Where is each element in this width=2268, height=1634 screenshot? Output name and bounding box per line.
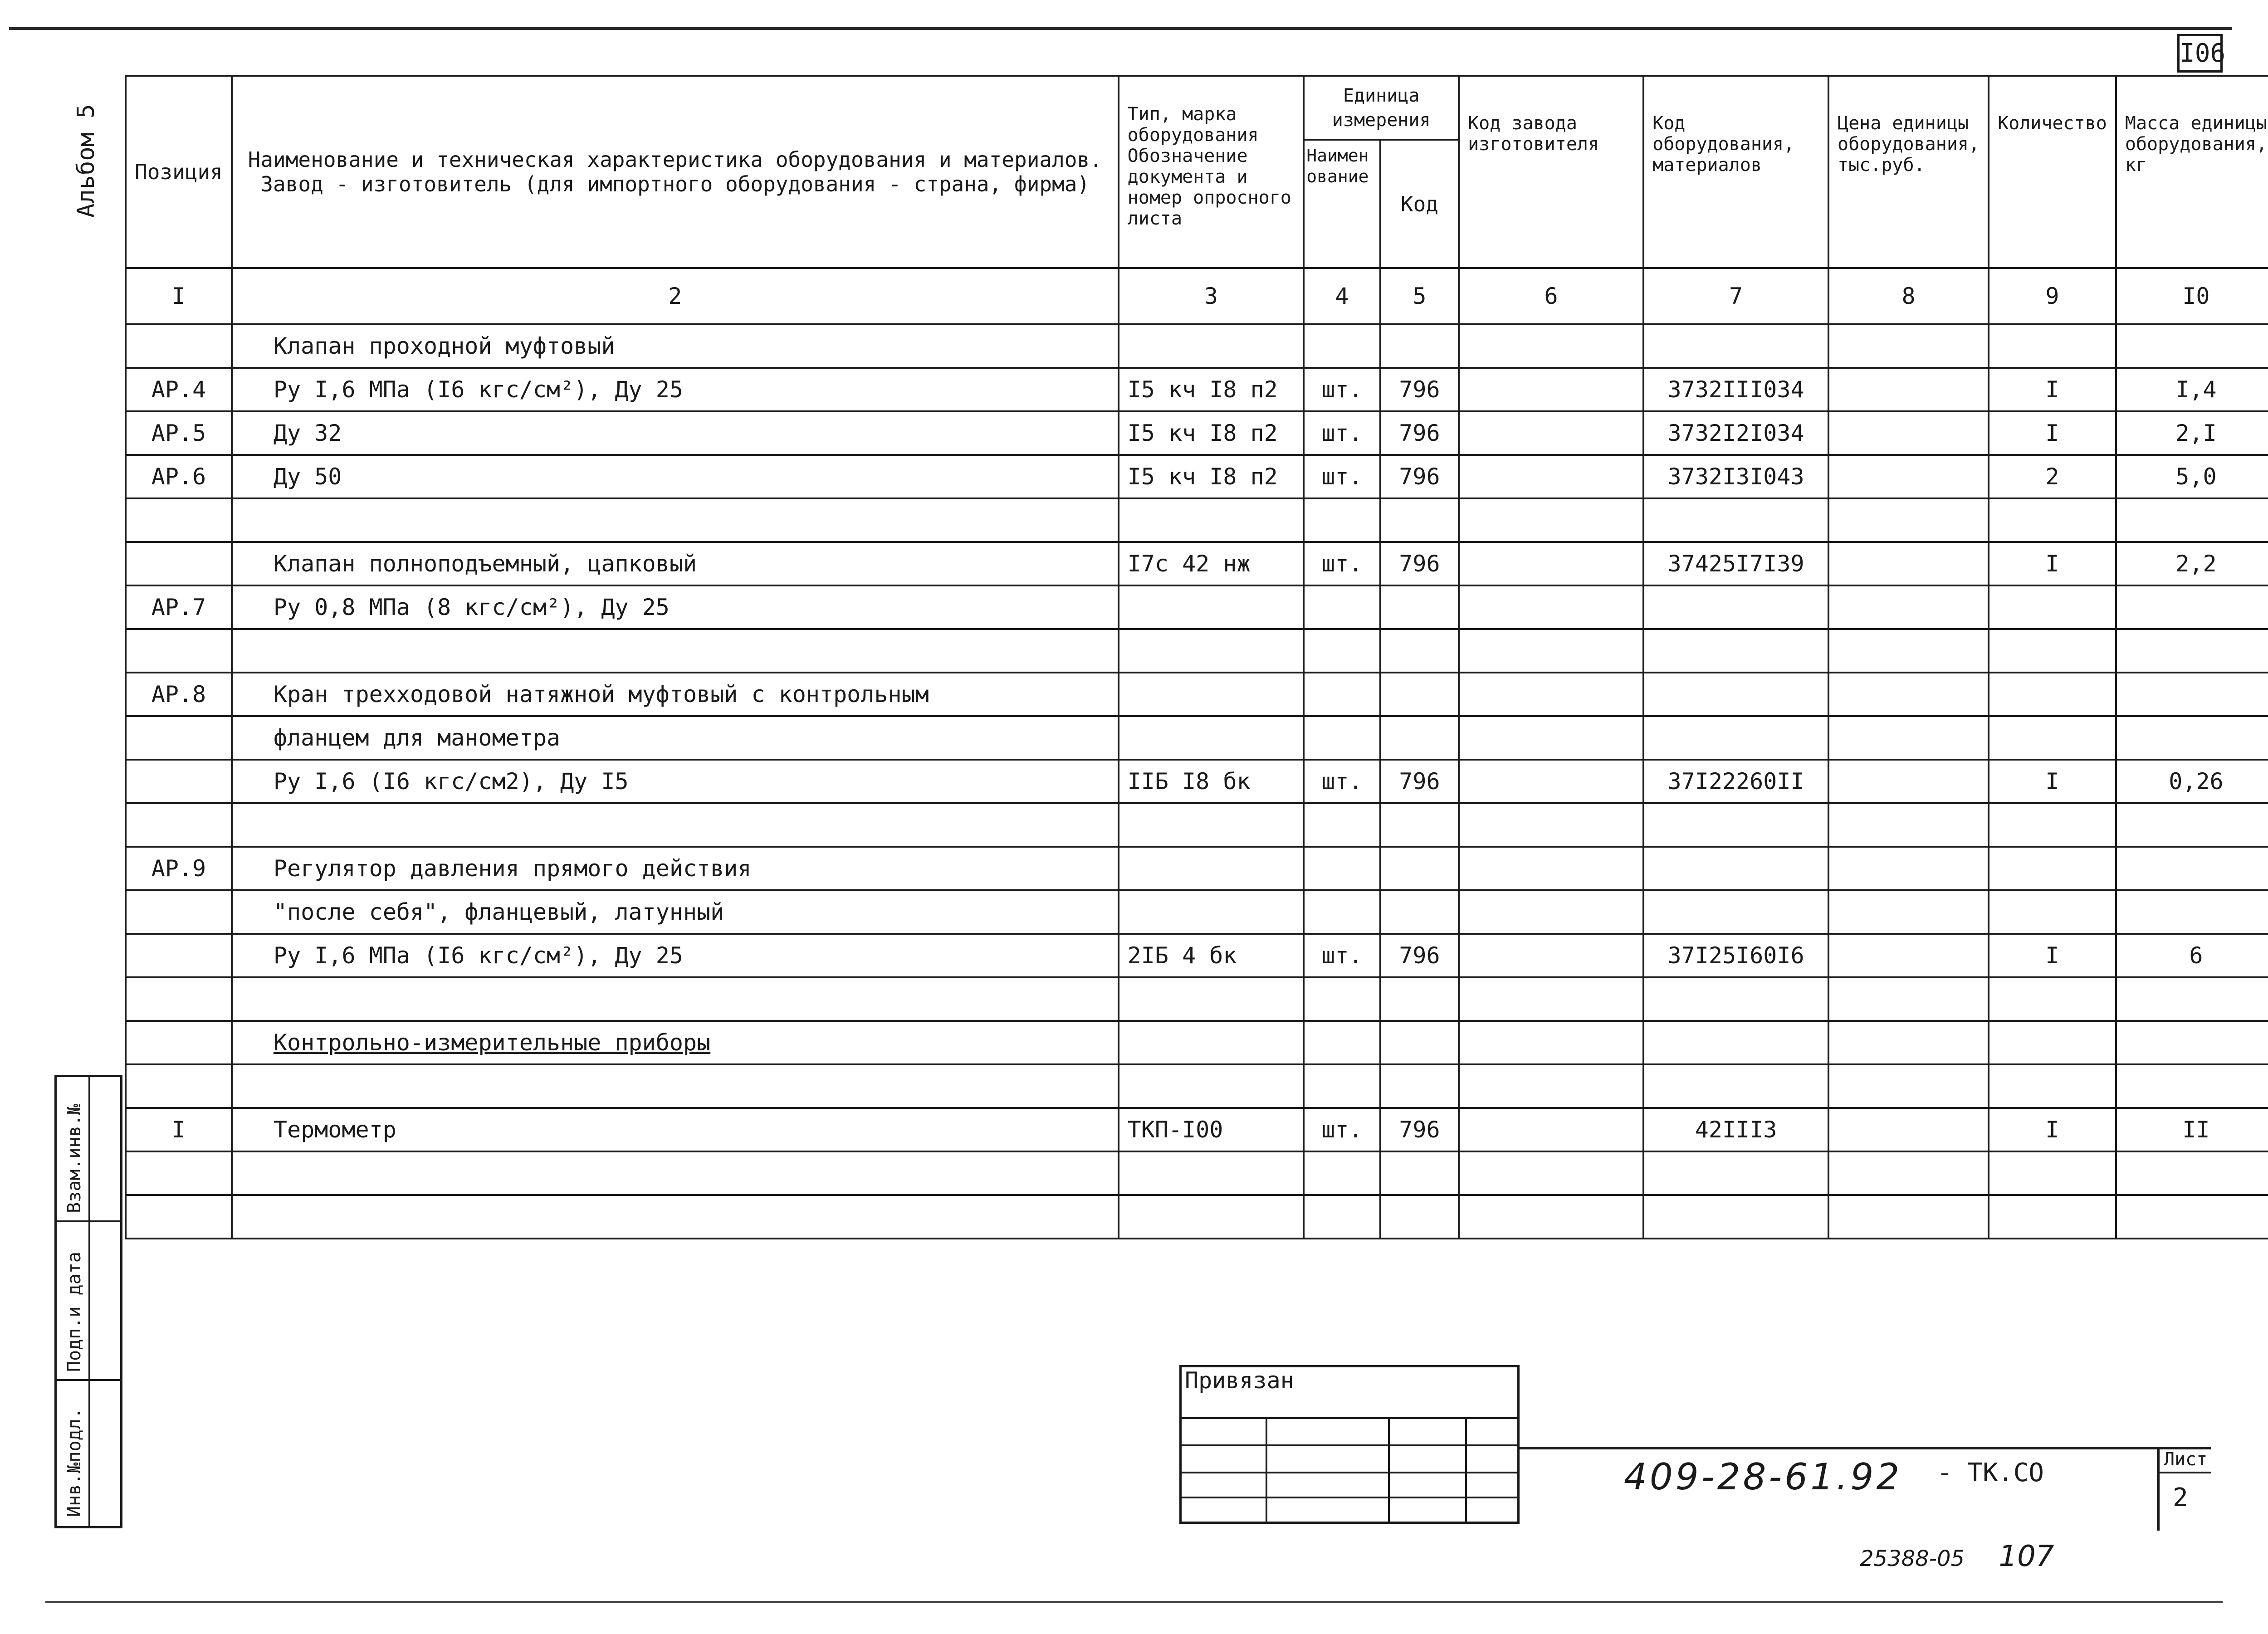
column-number: 8 [1828, 268, 1989, 324]
side-label: Подп.и дата [64, 1252, 85, 1372]
name-cell: Ру 0,8 МПа (8 кгс/см²), Ду 25 [232, 585, 1119, 629]
plant-code-cell [1459, 411, 1643, 455]
table-row [126, 455, 2268, 498]
unit-code-cell [1380, 803, 1459, 847]
header-price: Цена единицы оборудования, тыс.руб. [1828, 76, 1989, 268]
plant-code-cell [1459, 716, 1643, 760]
quantity-cell [1989, 324, 2116, 368]
column-number: I [126, 268, 232, 324]
equipment-code-cell: 37I25I60I6 [1643, 934, 1828, 977]
unit-cell [1304, 1021, 1380, 1064]
mass-cell [2116, 1195, 2268, 1239]
quantity-cell: I [1989, 411, 2116, 455]
column-number-row [126, 268, 2268, 324]
type-cell [1119, 498, 1304, 542]
quantity-cell [1989, 803, 2116, 847]
quantity-cell [1989, 673, 2116, 716]
unit-code-cell: 796 [1380, 1108, 1459, 1151]
unit-code-cell [1380, 585, 1459, 629]
position-cell: АР.8 [126, 673, 232, 716]
price-cell [1828, 847, 1989, 890]
type-cell: I7с 42 нж [1119, 542, 1304, 585]
position-cell: АР.6 [126, 455, 232, 498]
column-number: 3 [1119, 268, 1304, 324]
unit-cell [1304, 847, 1380, 890]
plant-code-cell [1459, 498, 1643, 542]
unit-cell [1304, 977, 1380, 1021]
table-row [126, 498, 2268, 542]
position-cell: I [126, 1108, 232, 1151]
header-position: Позиция [126, 76, 232, 268]
name-cell: Ру I,6 (I6 кгс/см2), Ду I5 [232, 760, 1119, 803]
mass-cell [2116, 585, 2268, 629]
column-number: 9 [1989, 268, 2116, 324]
price-cell [1828, 1021, 1989, 1064]
equipment-code-cell: 42III3 [1643, 1108, 1828, 1151]
position-cell [126, 1064, 232, 1108]
archive-code: 25388-05 [1860, 1546, 1965, 1571]
table-body [126, 324, 2268, 1239]
price-cell [1828, 977, 1989, 1021]
position-cell [126, 1151, 232, 1195]
price-cell [1828, 411, 1989, 455]
unit-cell [1304, 673, 1380, 716]
plant-code-cell [1459, 629, 1643, 673]
unit-code-cell [1380, 1151, 1459, 1195]
name-cell: Ду 32 [232, 411, 1119, 455]
table-row [126, 1151, 2268, 1195]
mass-cell [2116, 324, 2268, 368]
unit-code-cell [1380, 629, 1459, 673]
mass-cell: 0,26 [2116, 760, 2268, 803]
position-cell [126, 760, 232, 803]
mass-cell [2116, 803, 2268, 847]
position-cell [126, 977, 232, 1021]
type-cell [1119, 629, 1304, 673]
plant-code-cell [1459, 803, 1643, 847]
equipment-code-cell [1643, 890, 1828, 934]
table-row [126, 542, 2268, 585]
side-label: Взам.инв.№ [64, 1104, 85, 1213]
type-cell [1119, 585, 1304, 629]
mass-cell: II [2116, 1108, 2268, 1151]
sheet-number: 2 [2173, 1483, 2188, 1512]
unit-code-cell: 796 [1380, 542, 1459, 585]
specification-table [125, 75, 2268, 1239]
unit-code-cell: 796 [1380, 368, 1459, 411]
mass-cell: 6 [2116, 934, 2268, 977]
position-cell [126, 629, 232, 673]
quantity-cell [1989, 1064, 2116, 1108]
quantity-cell [1989, 629, 2116, 673]
type-cell [1119, 977, 1304, 1021]
equipment-code-cell [1643, 498, 1828, 542]
position-cell [126, 716, 232, 760]
position-cell [126, 542, 232, 585]
unit-cell [1304, 1195, 1380, 1239]
header-mass: Масса единицы оборудования, кг [2116, 76, 2268, 268]
unit-cell [1304, 324, 1380, 368]
equipment-code-cell [1643, 629, 1828, 673]
plant-code-cell [1459, 585, 1643, 629]
plant-code-cell [1459, 890, 1643, 934]
position-cell: АР.9 [126, 847, 232, 890]
price-cell [1828, 324, 1989, 368]
type-cell [1119, 1021, 1304, 1064]
unit-code-cell [1380, 498, 1459, 542]
equipment-code-cell [1643, 585, 1828, 629]
equipment-code-cell [1643, 673, 1828, 716]
quantity-cell [1989, 498, 2116, 542]
price-cell [1828, 1151, 1989, 1195]
price-cell [1828, 629, 1989, 673]
quantity-cell [1989, 1195, 2116, 1239]
equipment-code-cell: 3732I3I043 [1643, 455, 1828, 498]
price-cell [1828, 1108, 1989, 1151]
plant-code-cell [1459, 1064, 1643, 1108]
plant-code-cell [1459, 760, 1643, 803]
position-cell [126, 934, 232, 977]
price-cell [1828, 585, 1989, 629]
header-unit-code: Код [1380, 140, 1459, 268]
quantity-cell: I [1989, 542, 2116, 585]
side-label: Инв.№подл. [64, 1408, 85, 1517]
price-cell [1828, 716, 1989, 760]
mass-cell: 2,I [2116, 411, 2268, 455]
position-cell [126, 498, 232, 542]
position-cell [126, 803, 232, 847]
mass-cell: 5,0 [2116, 455, 2268, 498]
type-cell: ТКП-I00 [1119, 1108, 1304, 1151]
position-cell: АР.5 [126, 411, 232, 455]
mass-cell: I,4 [2116, 368, 2268, 411]
position-cell: АР.7 [126, 585, 232, 629]
bottom-line [45, 1601, 2223, 1603]
header-equipment-code: Код оборудования, материалов [1643, 76, 1828, 268]
table-row [126, 977, 2268, 1021]
equipment-code-cell: 37I22260II [1643, 760, 1828, 803]
position-cell [126, 324, 232, 368]
mass-cell [2116, 1064, 2268, 1108]
unit-cell: шт. [1304, 934, 1380, 977]
name-cell: Контрольно-измерительные приборы [232, 1021, 1119, 1064]
archive-number [1860, 1540, 2054, 1573]
name-cell: Клапан полноподъемный, цапковый [232, 542, 1119, 585]
plant-code-cell [1459, 934, 1643, 977]
table-row [126, 324, 2268, 368]
equipment-code-cell [1643, 324, 1828, 368]
document-number: 409-28-61.92 [1624, 1456, 1902, 1498]
side-cell [57, 1077, 120, 1222]
binding-stamp-label: Привязан [1185, 1367, 1294, 1394]
unit-cell [1304, 803, 1380, 847]
equipment-code-cell [1643, 1021, 1828, 1064]
unit-cell: шт. [1304, 760, 1380, 803]
unit-cell [1304, 629, 1380, 673]
equipment-code-cell: 3732I2I034 [1643, 411, 1828, 455]
price-cell [1828, 368, 1989, 411]
type-cell [1119, 716, 1304, 760]
price-cell [1828, 934, 1989, 977]
side-cell [57, 1222, 120, 1381]
plant-code-cell [1459, 542, 1643, 585]
sheet-label: Лист [2164, 1449, 2208, 1470]
mass-cell [2116, 890, 2268, 934]
price-cell [1828, 455, 1989, 498]
name-cell [232, 498, 1119, 542]
type-cell [1119, 847, 1304, 890]
unit-code-cell [1380, 847, 1459, 890]
unit-code-cell [1380, 673, 1459, 716]
unit-code-cell [1380, 716, 1459, 760]
unit-cell: шт. [1304, 1108, 1380, 1151]
mass-cell [2116, 977, 2268, 1021]
mass-cell [2116, 1151, 2268, 1195]
column-number: 7 [1643, 268, 1828, 324]
equipment-code-cell: 37425I7I39 [1643, 542, 1828, 585]
price-cell [1828, 1064, 1989, 1108]
mass-cell [2116, 847, 2268, 890]
header-unit-group: Единица измерения [1304, 76, 1459, 140]
unit-cell: шт. [1304, 411, 1380, 455]
type-cell [1119, 1195, 1304, 1239]
type-cell [1119, 1064, 1304, 1108]
plant-code-cell [1459, 455, 1643, 498]
position-cell [126, 1021, 232, 1064]
equipment-code-cell [1643, 977, 1828, 1021]
header-type: Тип, марка оборудования Обозначение документа и номер опросного листа [1119, 76, 1304, 268]
name-cell: Кран трехходовой натяжной муфтовый с контрольным [232, 673, 1119, 716]
plant-code-cell [1459, 1151, 1643, 1195]
plant-code-cell [1459, 324, 1643, 368]
unit-cell [1304, 498, 1380, 542]
unit-cell [1304, 585, 1380, 629]
name-cell [232, 977, 1119, 1021]
type-cell: IIБ I8 бк [1119, 760, 1304, 803]
side-cell [57, 1381, 120, 1526]
table-row [126, 934, 2268, 977]
quantity-cell: I [1989, 934, 2116, 977]
unit-cell: шт. [1304, 455, 1380, 498]
header-name: Наименование и техническая характеристика оборудования и материалов. Завод - изготовитель (для импортного оборудования - страна, фирма) [232, 76, 1119, 268]
plant-code-cell [1459, 977, 1643, 1021]
name-cell: Ру I,6 МПа (I6 кгс/см²), Ду 25 [232, 934, 1119, 977]
unit-cell [1304, 1064, 1380, 1108]
top-border-line [9, 27, 2232, 30]
type-cell: I5 кч I8 п2 [1119, 455, 1304, 498]
unit-cell: шт. [1304, 542, 1380, 585]
type-cell [1119, 1151, 1304, 1195]
quantity-cell [1989, 716, 2116, 760]
type-cell [1119, 324, 1304, 368]
unit-code-cell [1380, 1195, 1459, 1239]
mass-cell [2116, 498, 2268, 542]
mass-cell: 2,2 [2116, 542, 2268, 585]
quantity-cell [1989, 977, 2116, 1021]
equipment-code-cell [1643, 716, 1828, 760]
column-number: 6 [1459, 268, 1643, 324]
price-cell [1828, 890, 1989, 934]
equipment-code-cell [1643, 1195, 1828, 1239]
unit-code-cell [1380, 890, 1459, 934]
name-cell: Регулятор давления прямого действия [232, 847, 1119, 890]
type-cell: I5 кч I8 п2 [1119, 411, 1304, 455]
unit-code-cell [1380, 977, 1459, 1021]
table-row [126, 760, 2268, 803]
archive-page: 107 [1999, 1540, 2054, 1573]
equipment-code-cell: 3732III034 [1643, 368, 1828, 411]
position-cell [126, 1195, 232, 1239]
name-cell: фланцем для манометра [232, 716, 1119, 760]
quantity-cell [1989, 1151, 2116, 1195]
table-row [126, 629, 2268, 673]
name-cell: Термометр [232, 1108, 1119, 1151]
mass-cell [2116, 1021, 2268, 1064]
unit-cell [1304, 1151, 1380, 1195]
table-row [126, 716, 2268, 760]
name-cell [232, 1064, 1119, 1108]
type-cell: 2IБ 4 бк [1119, 934, 1304, 977]
price-cell [1828, 760, 1989, 803]
type-cell: I5 кч I8 п2 [1119, 368, 1304, 411]
equipment-code-cell [1643, 1151, 1828, 1195]
name-cell: "после себя", фланцевый, латунный [232, 890, 1119, 934]
table-row [126, 847, 2268, 890]
unit-cell: шт. [1304, 368, 1380, 411]
position-cell: АР.4 [126, 368, 232, 411]
quantity-cell [1989, 890, 2116, 934]
mass-cell [2116, 716, 2268, 760]
unit-code-cell [1380, 1064, 1459, 1108]
plant-code-cell [1459, 1108, 1643, 1151]
quantity-cell [1989, 847, 2116, 890]
unit-code-cell [1380, 324, 1459, 368]
quantity-cell: I [1989, 368, 2116, 411]
equipment-code-cell [1643, 1064, 1828, 1108]
plant-code-cell [1459, 673, 1643, 716]
unit-code-cell: 796 [1380, 760, 1459, 803]
binding-stamp-grid [1179, 1417, 1520, 1524]
price-cell [1828, 542, 1989, 585]
table-row [126, 890, 2268, 934]
table-row [126, 585, 2268, 629]
table-row [126, 411, 2268, 455]
header-unit-name: Наименование [1304, 140, 1380, 268]
plant-code-cell [1459, 1195, 1643, 1239]
unit-cell [1304, 890, 1380, 934]
title-block-line [1520, 1447, 2157, 1449]
name-cell: Ру I,6 МПа (I6 кгс/см²), Ду 25 [232, 368, 1119, 411]
name-cell: Клапан проходной муфтовый [232, 324, 1119, 368]
equipment-code-cell [1643, 803, 1828, 847]
price-cell [1828, 673, 1989, 716]
unit-cell [1304, 716, 1380, 760]
column-number: I0 [2116, 268, 2268, 324]
table-row [126, 1064, 2268, 1108]
column-number: 5 [1380, 268, 1459, 324]
header-quantity: Количество [1989, 76, 2116, 268]
album-label: Альбом 5 [73, 104, 100, 218]
name-cell [232, 1195, 1119, 1239]
unit-code-cell: 796 [1380, 455, 1459, 498]
column-number: 4 [1304, 268, 1380, 324]
price-cell [1828, 1195, 1989, 1239]
document-suffix: - ТК.СО [1937, 1458, 2044, 1488]
table-row [126, 673, 2268, 716]
name-cell [232, 803, 1119, 847]
mass-cell [2116, 673, 2268, 716]
type-cell [1119, 803, 1304, 847]
quantity-cell: I [1989, 760, 2116, 803]
price-cell [1828, 803, 1989, 847]
table-row [126, 1195, 2268, 1239]
plant-code-cell [1459, 847, 1643, 890]
plant-code-cell [1459, 368, 1643, 411]
name-cell [232, 629, 1119, 673]
table-row [126, 803, 2268, 847]
quantity-cell: I [1989, 1108, 2116, 1151]
quantity-cell [1989, 585, 2116, 629]
plant-code-cell [1459, 1021, 1643, 1064]
quantity-cell [1989, 1021, 2116, 1064]
type-cell [1119, 890, 1304, 934]
position-cell [126, 890, 232, 934]
name-cell: Ду 50 [232, 455, 1119, 498]
side-stamp [54, 1075, 122, 1528]
name-cell [232, 1151, 1119, 1195]
unit-code-cell: 796 [1380, 934, 1459, 977]
quantity-cell: 2 [1989, 455, 2116, 498]
price-cell [1828, 498, 1989, 542]
mass-cell [2116, 629, 2268, 673]
table-row [126, 1108, 2268, 1151]
unit-code-cell [1380, 1021, 1459, 1064]
equipment-code-cell [1643, 847, 1828, 890]
unit-code-cell: 796 [1380, 411, 1459, 455]
sheet-divider [2157, 1472, 2211, 1473]
table-row [126, 368, 2268, 411]
header-plant-code: Код завода изготовителя [1459, 76, 1643, 268]
table-row [126, 1021, 2268, 1064]
page-number: I06 [2177, 34, 2223, 73]
type-cell [1119, 673, 1304, 716]
column-number: 2 [232, 268, 1119, 324]
